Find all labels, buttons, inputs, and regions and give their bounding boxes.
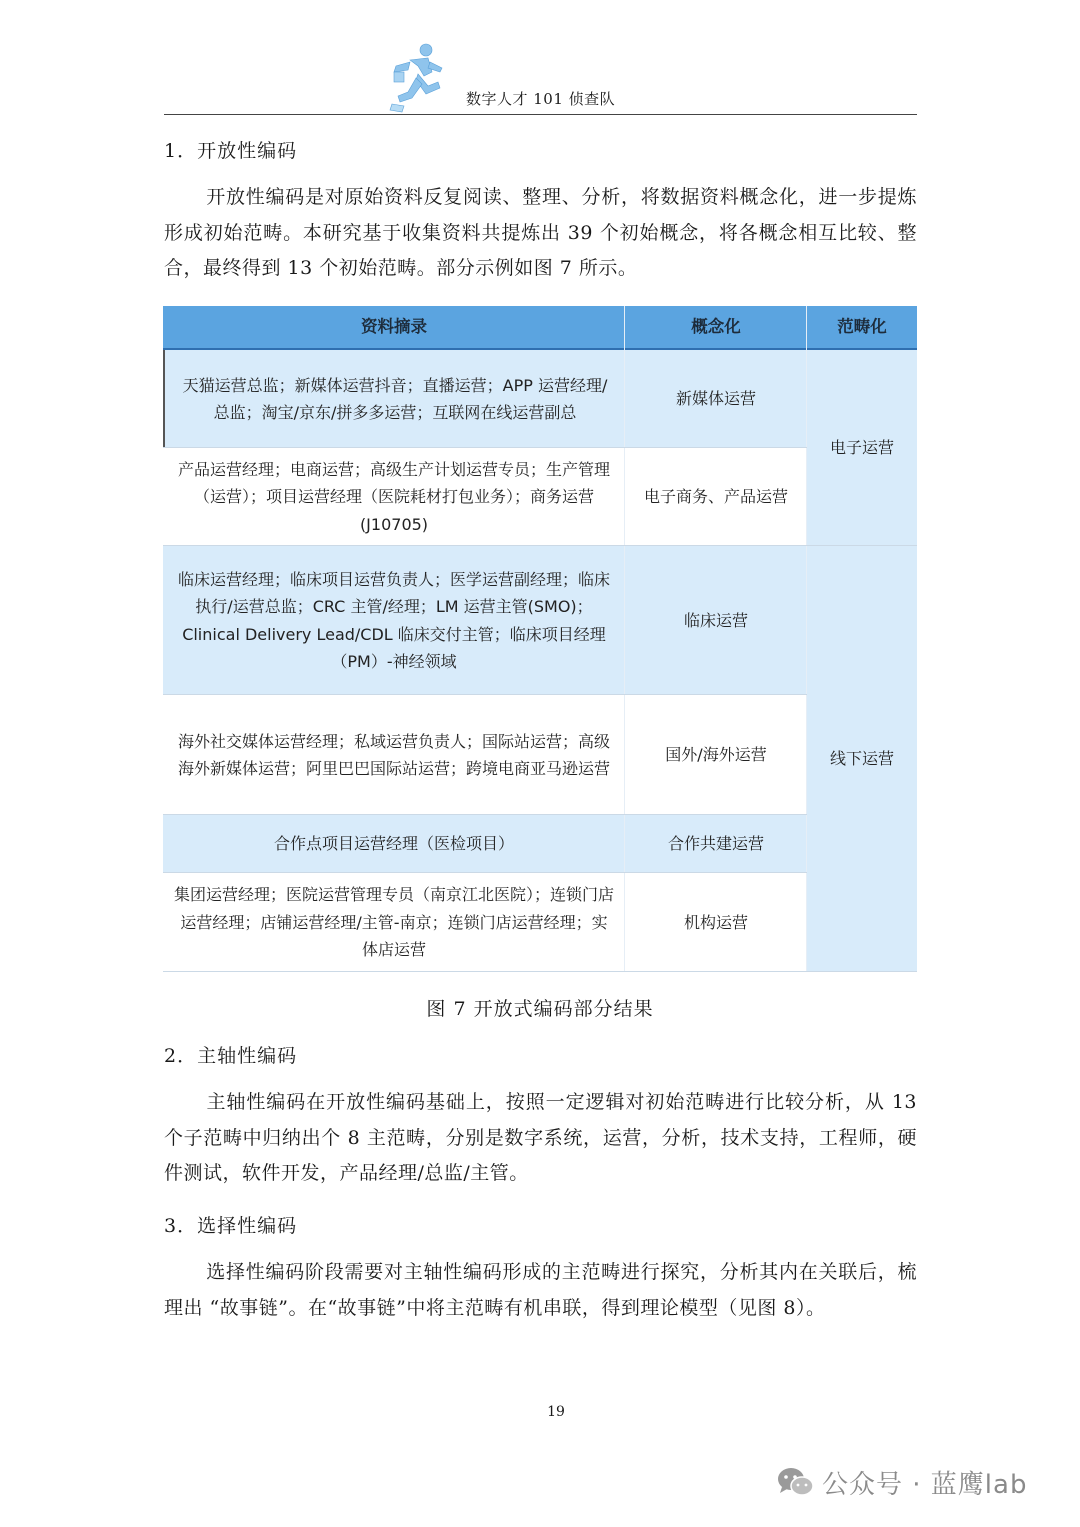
wechat-icon <box>776 1466 814 1498</box>
table-cell-excerpt: 产品运营经理；电商运营；高级生产计划运营专员；生产管理（运营）；项目运营经理（医院耗材打包业务）；商务运营(J10705) <box>163 448 625 546</box>
table-cell-concept: 国外/海外运营 <box>625 695 807 815</box>
section-heading-open-coding: 1．开放性编码 <box>164 140 298 162</box>
section-heading-selective-coding: 3．选择性编码 <box>164 1215 298 1237</box>
table-cell-excerpt: 合作点项目运营经理（医检项目） <box>163 815 625 873</box>
table-cell-concept: 合作共建运营 <box>625 815 807 873</box>
paragraph-selective-coding-text: 选择性编码阶段需要对主轴性编码形成的主范畴进行探究，分析其内在关联后，梳理出 “故事链”。在“故事链”中将主范畴有机串联，得到理论模型（见图 8）。 <box>164 1261 917 1319</box>
table-header-category: 范畴化 <box>807 306 917 350</box>
table-header-excerpt: 资料摘录 <box>163 306 625 350</box>
table-cell-concept: 临床运营 <box>625 546 807 695</box>
watermark-text: 公众号 · 蓝鹰lab <box>822 1469 1028 1500</box>
table-divider <box>163 694 807 695</box>
paragraph-open-coding <box>164 180 917 287</box>
runner-logo-icon <box>388 42 444 114</box>
table-cell-category: 线下运营 <box>807 546 917 972</box>
figure-caption: 图 7 开放式编码部分结果 <box>426 998 654 1020</box>
open-coding-table <box>163 306 917 972</box>
paragraph-axial-coding-text: 主轴性编码在开放性编码基础上，按照一定逻辑对初始范畴进行比较分析，从 13 个子范畴中归纳出个 8 主范畴，分别是数字系统，运营，分析，技术支持，工程师，硬件测试，软件开发，产品经理/总监/主管。 <box>164 1091 917 1184</box>
paragraph-open-coding-text: 开放性编码是对原始资料反复阅读、整理、分析，将数据资料概念化，进一步提炼形成初始范畴。本研究基于收集资料共提炼出 39 个初始概念，将各概念相互比较、整合，最终得到 13 个初始范畴。部分示例如图 7 所示。 <box>164 186 917 279</box>
watermark <box>776 1460 1027 1504</box>
table-divider <box>163 545 917 546</box>
table-cell-concept: 机构运营 <box>625 873 807 972</box>
paragraph-axial-coding <box>164 1085 917 1192</box>
table-cell-excerpt: 天猫运营总监；新媒体运营抖音；直播运营；APP 运营经理/总监；淘宝/京东/拼多多运营；互联网在线运营副总 <box>163 350 625 448</box>
table-cell-category: 电子运营 <box>807 350 917 546</box>
header-title: 数字人才 101 侦查队 <box>466 90 616 108</box>
table-divider <box>163 814 807 815</box>
header-rule <box>164 114 917 115</box>
table-cell-concept: 新媒体运营 <box>625 350 807 448</box>
table-cell-excerpt: 集团运营经理；医院运营管理专员（南京江北医院）；连锁门店运营经理；店铺运营经理/主管-南京；连锁门店运营经理；实体店运营 <box>163 873 625 972</box>
paragraph-selective-coding <box>164 1255 917 1326</box>
table-divider <box>163 971 917 972</box>
table-cell-excerpt: 临床运营经理；临床项目运营负责人；医学运营副经理；临床执行/运营总监；CRC 主管/经理；LM 运营主管(SMO)；Clinical Delivery Lead/CDL 临床交付主管；临床项目经理（PM）-神经领域 <box>163 546 625 695</box>
table-header-concept: 概念化 <box>625 306 807 350</box>
page-number: 19 <box>547 1404 565 1420</box>
table-cell-concept: 电子商务、产品运营 <box>625 448 807 546</box>
section-heading-axial-coding: 2．主轴性编码 <box>164 1045 298 1067</box>
table-divider <box>163 872 807 873</box>
table-divider <box>163 447 807 448</box>
table-cell-excerpt: 海外社交媒体运营经理；私域运营负责人；国际站运营；高级海外新媒体运营；阿里巴巴国际站运营；跨境电商亚马逊运营 <box>163 695 625 815</box>
